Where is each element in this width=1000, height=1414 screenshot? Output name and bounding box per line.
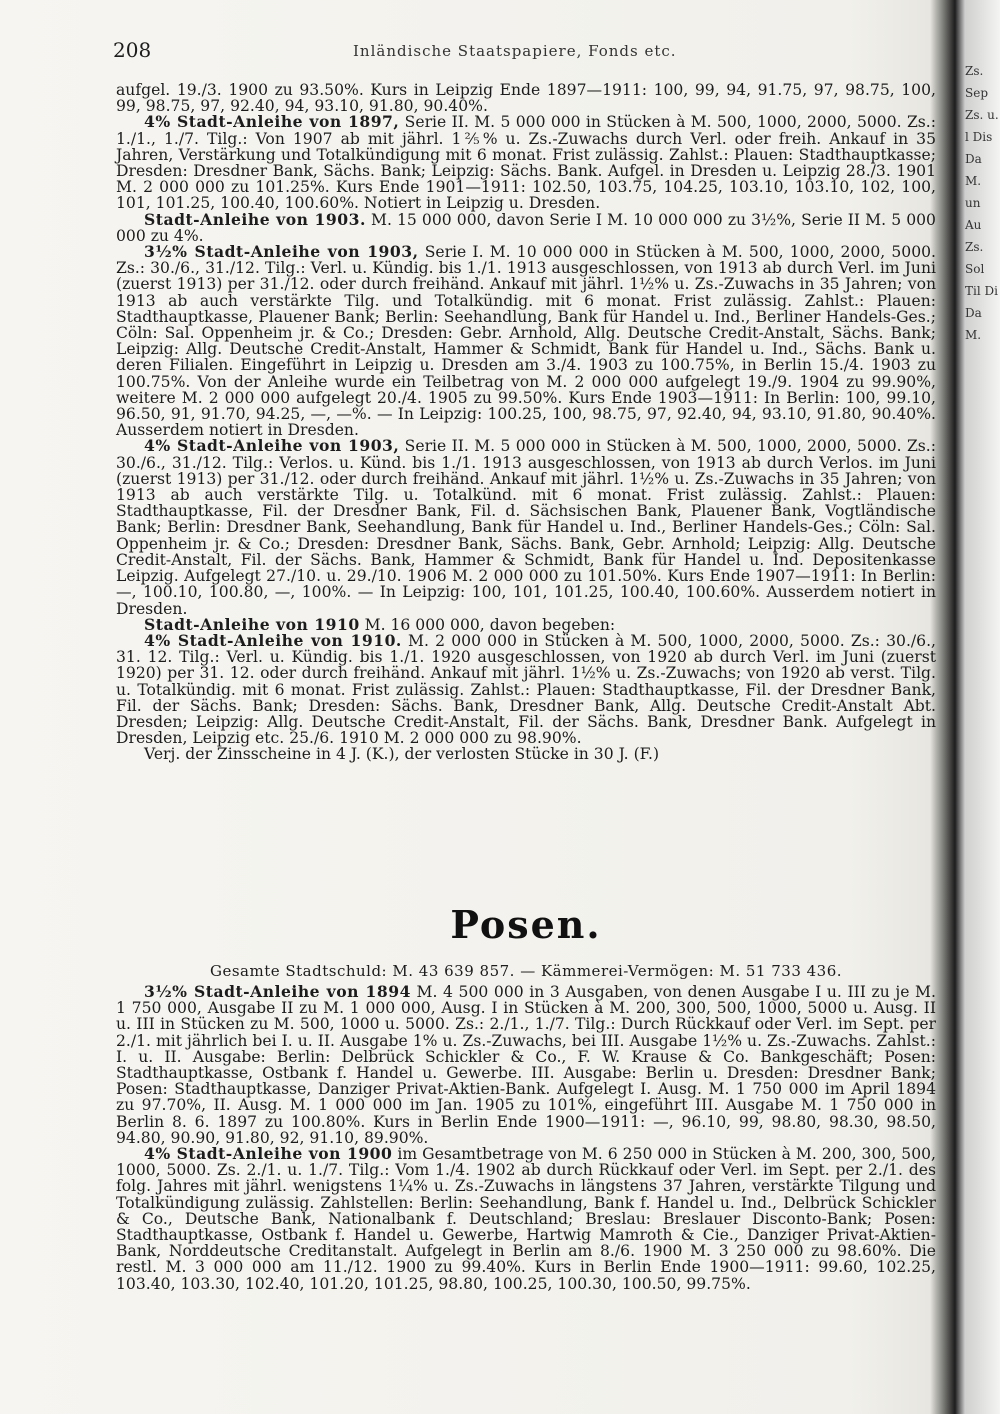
- adjacent-page-edge-text: Zs. Sep Zs. u. l Dis Da M. un Au Zs. Sol Til Di Da M.: [965, 64, 999, 342]
- section-subline: Gesamte Stadtschuld: M. 43 639 857. — Kämmerei-Vermögen: M. 51 733 436.: [209, 962, 843, 980]
- paragraph-text: M. 16 000 000, davon begeben:: [359, 615, 616, 634]
- paragraph: [116, 209, 936, 245]
- posen-bond-section: [116, 984, 936, 1292]
- paragraph-text: Verj. der Zinsscheine in 4 J. (K.), der verlosten Stücke in 30 J. (F.): [144, 745, 660, 764]
- paragraph-text: M. 2 000 000 in Stücken à M. 500, 1000, 2000, 5000. Zs.: 30./6., 31. 12. Tilg.: Verl. u. Kündig. bis 1./1. 1920 ausgeschlossen, von 1920 ab durch Verl. im Juni (zuerst 1920) per 31. 12. oder durch freihänd. Ankauf mit jährl. 1½% u. Zs.-Zuwachs; von 1920 ab verst. Tilg. u. Totalkündig. mit 6 monat. Frist zulässig. Zahlst.: Plauen: Stadthauptkasse, Fil. der Dresdner Bank, Fil. der Sächs. Bank; Dresden: Sächs. Bank, Dresdner Bank, Allg. Deutsche Credit-Anstalt Abt. Dresden; Leipzig: Allg. Deutsche Credit-Anstalt, Fil. der Sächs. Bank, Dresdner Bank. Aufgelegt in Dresden, Leipzig etc. 25./6. 1910 M. 2 000 000 zu 98.90%.: [116, 631, 936, 748]
- bond-heading: 4% Stadt-Anleihe von 1897,: [144, 112, 400, 132]
- bond-heading: 4% Stadt-Anleihe von 1903,: [144, 436, 400, 456]
- page-header: [113, 38, 933, 68]
- paragraph-text: Serie II. M. 5 000 000 in Stücken à M. 500, 1000, 2000, 5000. Zs.: 1./1., 1./7. Tilg.: Von 1907 ab mit jährl. 1⅖% u. Zs.-Zuwachs durch Verl. oder freih. Ankauf in 35 Jahren, Verstärkung und Totalkündigung mit 6 monat. Frist zulässig. Zahlst.: Plauen: Stadthauptkasse; Dresden: Dresdner Bank, Sächs. Bank; Leipzig: Sächs. Bank. Aufgel. in Dresden u. Leipzig 28./3. 1901 M. 2 000 000 zu 101.25%. Kurs Ende 1901—1911: 102.50, 103.75, 104.25, 103.10, 103.10, 102, 100, 101, 101.25, 100.40, 100.60%. Notiert in Leipzig u. Dresden.: [116, 113, 936, 213]
- bond-heading: 3½% Stadt-Anleihe von 1894: [144, 982, 411, 1001]
- paragraph-text: Serie I. M. 10 000 000 in Stücken à M. 500, 1000, 2000, 5000. Zs.: 30./6., 31./12. Tilg.: Verl. u. Kündig. bis 1./1. 1913 ausgeschlossen, von 1913 ab durch Verl. im Juni (zuerst 1913) per 31./12. oder durch freihänd. Ankauf mit jährl. 1½% u. Zs.-Zuwachs in 35 Jahren; von 1913 ab auch verstärkte Tilg. und Totalkündig. mit 6 monat. Frist zulässig. Zahlst.: Plauen: Stadthauptkasse, Plauener Bank; Berlin: Seehandlung, Bank für Handel u. Ind., Berliner Handels-Ges.; Cöln: Sal. Oppenheim jr. & Co.; Dresden: Gebr. Arnhold, Allg. Deutsche Credit-Anstalt, Sächs. Bank; Leipzig: Allg. Deutsche Credit-Anstalt, Hammer & Schmidt, Bank für Handel u. Ind., Sächs. Bank u. deren Filialen. Eingeführt in Leipzig u. Dresden am 3./4. 1903 zu 100.75%, in Berlin 15./4. 1903 zu 100.75%. Von der Anleihe wurde ein Teilbetrag von M. 2 000 000 aufgelegt 19./9. 1904 zu 99.90%, weitere M. 2 000 000 aufgelegt 20./4. 1905 zu 99.50%. Kurs Ende 1903—1911: In Berlin: 100, 99.10, 96.50, 91, 91.70, 94.25, —, —%. — In Leipzig: 100.25, 100, 98.75, 97, 92.40, 94, 93.10, 91.80, 90.40%. Ausserdem notiert in Dresden.: [116, 243, 936, 440]
- bond-heading: 3½% Stadt-Anleihe von 1903,: [144, 242, 419, 262]
- paragraph: [116, 438, 936, 616]
- bond-heading: 4% Stadt-Anleihe von 1900: [144, 1144, 393, 1164]
- paragraph-text: aufgel. 19./3. 1900 zu 93.50%. Kurs in Leipzig Ende 1897—1911: 100, 99, 94, 91.75, 97, 98.75, 100, 99, 98.75, 97, 92.40, 94, 93.10, 91.80, 90.40%.: [116, 81, 936, 116]
- page-number: 208: [113, 38, 152, 62]
- paragraph: [116, 984, 936, 1146]
- plauen-bond-section: [116, 82, 936, 763]
- running-title: Inländische Staatspapiere, Fonds etc.: [353, 42, 677, 60]
- paragraph-text: im Gesamtbetrage von M. 6 250 000 in Stücken à M. 200, 300, 500, 1000, 5000. Zs. 2./1. u. 1./7. Tilg.: Vom 1./4. 1902 ab durch Rückkauf oder Verl. im Sept. per 2./1. des folg. Jahres mit jährl. wenigstens 1¼% u. Zs.-Zuwachs in längstens 37 Jahren, verstärkte Tilgung und Totalkündigung zulässig. Zahlstellen: Berlin: Seehandlung, Bank f. Handel u. Ind., Delbrück Schickler & Co., Deutsche Bank, Nationalbank f. Deutschland; Breslau: Breslauer Disconto-Bank; Posen: Stadthauptkasse, Ostbank f. Handel u. Gewerbe, Hartwig Mamroth & Cie., Danziger Privat-Aktien-Bank, Norddeutsche Creditanstalt. Aufgelegt in Berlin am 8./6. 1900 M. 3 250 000 zu 98.60%. Die restl. M. 3 000 000 am 11./12. 1900 zu 99.40%. Kurs in Berlin Ende 1900—1911: 99.60, 102.25, 103.40, 103.30, 102.40, 101.20, 101.25, 98.80, 100.25, 100.30, 100.50, 99.75%.: [116, 1145, 936, 1293]
- section-title: Posen.: [450, 902, 602, 947]
- bond-heading: 4% Stadt-Anleihe von 1910.: [144, 630, 402, 650]
- paragraph: [116, 1146, 936, 1292]
- paragraph: [116, 114, 936, 211]
- bond-heading: Stadt-Anleihe von 1910: [144, 614, 360, 634]
- paragraph: [116, 82, 936, 114]
- paragraph-text: M. 15 000 000, davon Serie I M. 10 000 000 zu 3½%, Serie II M. 5 000 000 zu 4%.: [116, 210, 936, 245]
- paragraph-text: Serie II. M. 5 000 000 in Stücken à M. 500, 1000, 2000, 5000. Zs.: 30./6., 31./12. Tilg.: Verlos. u. Künd. bis 1./1. 1913 ausgeschlossen, von 1913 ab durch Verlos. im Juni (zuerst 1913) per 31./12. oder durch freihänd. Ankauf mit jährl. 1½% u. Zs.-Zuwachs in 35 Jahren; von 1913 ab auch verstärkte Tilg. u. Totalkünd. mit 6 monat. Frist zulässig. Zahlst.: Plauen: Stadthauptkasse, Fil. der Dresdner Bank, Fil. d. Sächsischen Bank, Plauener Bank, Vogtländische Bank; Berlin: Dresdner Bank, Seehandlung, Bank für Handel u. Ind., Berliner Handels-Ges.; Cöln: Sal. Oppenheim jr. & Co.; Dresden: Dresdner Bank, Sächs. Bank, Gebr. Arnhold; Leipzig: Allg. Deutsche Credit-Anstalt, Fil. der Sächs. Bank, Hammer & Schmidt, Bank für Handel u. Ind. Depositenkasse Leipzig. Aufgelegt 27./10. u. 29./10. 1906 M. 2 000 000 zu 101.50%. Kurs Ende 1907—1911: In Berlin: —, 100.10, 100.80, —, 100%. — In Leipzig: 100, 101, 101.25, 100.40, 100.60%. Ausserdem notiert in Dresden.: [116, 437, 936, 618]
- bond-heading: Stadt-Anleihe von 1903.: [144, 209, 366, 229]
- paragraph-text: M. 4 500 000 in 3 Ausgaben, von denen Ausgabe I u. III zu je M. 1 750 000, Ausgabe II zu M. 1 000 000, Ausg. I in Stücken à M. 200, 300, 500, 1000, 5000 u. Ausg. II u. III in Stücken zu M. 500, 1000 u. 5000. Zs.: 2./1., 1./7. Tilg.: Durch Rückkauf oder Verl. im Sept. per 2./1. mit jährlich bei I. u. II. Ausgabe 1% u. Zs.-Zuwachs, bei III. Ausgabe 1½% u. Zs.-Zuwachs. Zahlst.: I. u. II. Ausgabe: Berlin: Delbrück Schickler & Co., F. W. Krause & Co. Bankgeschäft; Posen: Stadthauptkasse, Ostbank f. Handel u. Gewerbe. III. Ausgabe: Berlin u. Dresden: Dresdner Bank; Posen: Stadthauptkasse, Danziger Privat-Aktien-Bank. Aufgelegt I. Ausg. M. 1 750 000 im April 1894 zu 97.70%, II. Ausg. M. 1 000 000 im Jan. 1905 zu 101%, eingeführt III. Ausgabe M. 1 750 000 in Berlin 8. 6. 1897 zu 100.80%. Kurs in Berlin Ende 1900—1911: —, 96.10, 99, 98.80, 98.30, 98.50, 94.80, 90.90, 91.80, 92, 91.10, 89.90%.: [116, 983, 936, 1147]
- paragraph: [116, 746, 936, 762]
- paragraph: [116, 630, 936, 748]
- paragraph: [116, 244, 936, 438]
